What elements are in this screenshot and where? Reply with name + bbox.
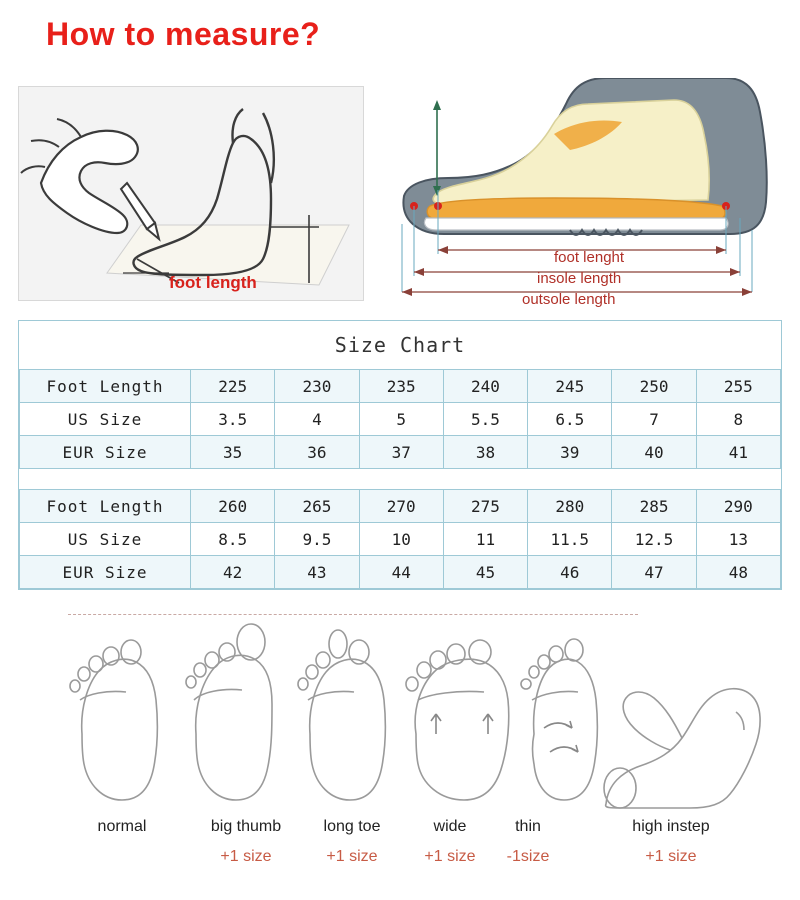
foot-type-advice-thin: -1size <box>506 848 550 865</box>
foot-type-advice-long-toe: +1 size <box>326 848 378 865</box>
cell: 5.5 <box>443 403 527 436</box>
cell: 44 <box>359 556 443 589</box>
row-header-foot-length: Foot Length <box>20 370 191 403</box>
row-header-eur-size: EUR Size <box>20 556 191 589</box>
cell: 235 <box>359 370 443 403</box>
cell: 250 <box>612 370 696 403</box>
size-table-group-2 <box>19 489 781 589</box>
cell: 260 <box>191 490 275 523</box>
cell: 9.5 <box>275 523 359 556</box>
size-table-group-1 <box>19 369 781 469</box>
cell: 42 <box>191 556 275 589</box>
cell: 12.5 <box>612 523 696 556</box>
cell: 37 <box>359 436 443 469</box>
foot-type-label-long-toe: long toe <box>323 818 381 835</box>
cell: 6.5 <box>528 403 612 436</box>
cell: 285 <box>612 490 696 523</box>
cell: 45 <box>443 556 527 589</box>
cell: 48 <box>696 556 780 589</box>
cell: 7 <box>612 403 696 436</box>
cell: 10 <box>359 523 443 556</box>
foot-type-label-high-instep: high instep <box>632 818 710 835</box>
shoe-cross-section-diagram <box>374 78 782 308</box>
foot-types-illustration <box>18 616 782 816</box>
cell: 13 <box>696 523 780 556</box>
cell: 240 <box>443 370 527 403</box>
table-row <box>20 370 781 403</box>
cell: 270 <box>359 490 443 523</box>
cell: 4 <box>275 403 359 436</box>
cell: 255 <box>696 370 780 403</box>
table-row <box>20 523 781 556</box>
cell: 8.5 <box>191 523 275 556</box>
outsole-length-label: outsole length <box>522 291 616 308</box>
foot-type-label-wide: wide <box>433 818 467 835</box>
hand-tracing-foot-icon <box>19 87 363 300</box>
row-header-us-size: US Size <box>20 403 191 436</box>
table-row <box>20 403 781 436</box>
page-title: How to measure? <box>46 16 321 52</box>
foot-high-instep-icon <box>604 689 760 808</box>
cell: 275 <box>443 490 527 523</box>
table-row <box>20 556 781 589</box>
cell: 265 <box>275 490 359 523</box>
cell: 46 <box>528 556 612 589</box>
hand-tracing-foot-diagram <box>18 86 364 301</box>
insole-length-label: insole length <box>537 270 622 287</box>
foot-type-label-big-thumb: big thumb <box>210 818 282 835</box>
cell: 38 <box>443 436 527 469</box>
size-chart-title: Size Chart <box>334 333 466 357</box>
cell: 41 <box>696 436 780 469</box>
cell: 39 <box>528 436 612 469</box>
cell: 5 <box>359 403 443 436</box>
cell: 245 <box>528 370 612 403</box>
foot-type-advice-high-instep: +1 size <box>645 848 697 865</box>
foot-big-thumb-icon <box>186 624 272 800</box>
cell: 40 <box>612 436 696 469</box>
cell: 11.5 <box>528 523 612 556</box>
cell: 230 <box>275 370 359 403</box>
foot-thin-icon <box>521 639 597 800</box>
foot-length-label-right: foot lenght <box>554 249 625 266</box>
cell: 3.5 <box>191 403 275 436</box>
size-table-2 <box>19 489 781 589</box>
size-table-1 <box>19 369 781 469</box>
table-spacer <box>19 469 781 489</box>
cell: 225 <box>191 370 275 403</box>
illustration-row <box>18 78 782 308</box>
foot-normal-icon <box>70 640 157 800</box>
foot-type-label-thin: thin <box>515 818 541 835</box>
row-header-eur-size: EUR Size <box>20 436 191 469</box>
foot-type-labels <box>18 818 782 898</box>
cell: 36 <box>275 436 359 469</box>
cell: 290 <box>696 490 780 523</box>
row-header-us-size: US Size <box>20 523 191 556</box>
foot-long-toe-icon <box>298 630 385 800</box>
row-header-foot-length: Foot Length <box>20 490 191 523</box>
table-row <box>20 436 781 469</box>
size-chart <box>18 320 782 590</box>
foot-types-section <box>18 612 782 900</box>
foot-type-advice-wide: +1 size <box>424 848 476 865</box>
foot-type-label-normal: normal <box>97 818 147 835</box>
cell: 35 <box>191 436 275 469</box>
cell: 280 <box>528 490 612 523</box>
divider <box>68 614 638 615</box>
foot-wide-icon <box>406 640 509 800</box>
cell: 11 <box>443 523 527 556</box>
cell: 47 <box>612 556 696 589</box>
cell: 8 <box>696 403 780 436</box>
table-row <box>20 490 781 523</box>
cell: 43 <box>275 556 359 589</box>
foot-type-advice-big-thumb: +1 size <box>220 848 272 865</box>
foot-length-label-left: foot length <box>169 273 257 292</box>
